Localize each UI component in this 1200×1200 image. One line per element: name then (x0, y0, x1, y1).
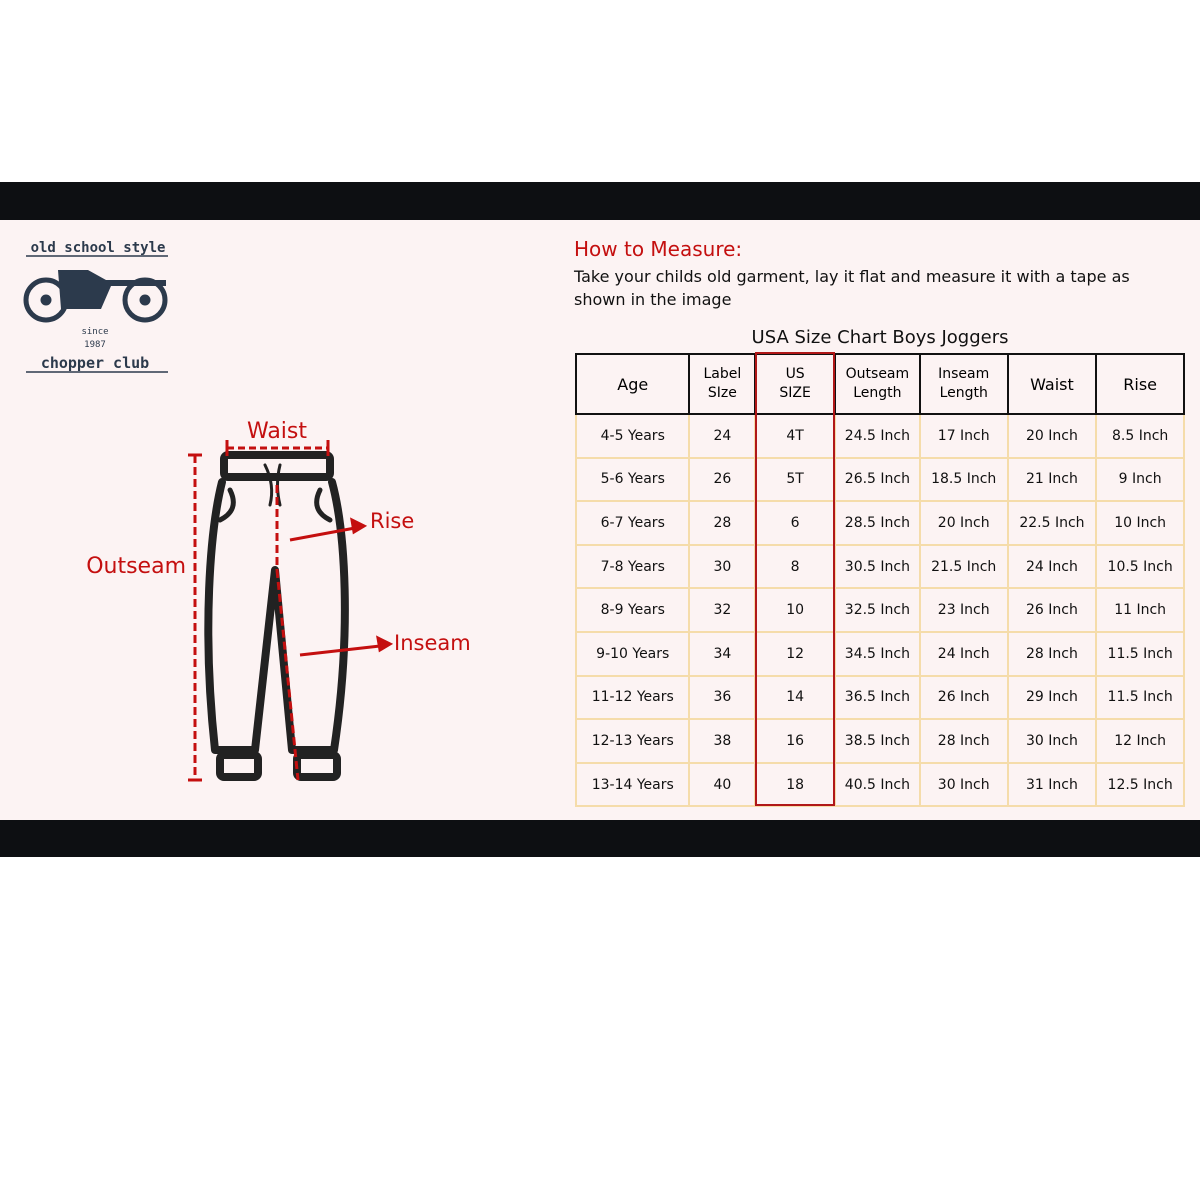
table-cell: 21.5 Inch (920, 545, 1008, 589)
table-cell: 23 Inch (920, 588, 1008, 632)
table-cell: 6 (755, 501, 835, 545)
table-row (576, 501, 1184, 545)
table-cell: 12 Inch (1096, 719, 1184, 763)
column-header (1096, 354, 1184, 414)
top-band (0, 182, 1200, 220)
table-cell: 30 Inch (1008, 719, 1097, 763)
table-cell: 16 (755, 719, 835, 763)
table-cell: 40 (689, 763, 755, 807)
table-cell: 26.5 Inch (835, 458, 920, 502)
table-row (576, 676, 1184, 720)
table-cell: 18.5 Inch (920, 458, 1008, 502)
table-cell: 24 Inch (1008, 545, 1097, 589)
svg-text:1987: 1987 (84, 340, 106, 350)
header-line: SIZE (779, 385, 811, 401)
table-cell: 20 Inch (1008, 414, 1097, 458)
table-cell: 26 (689, 458, 755, 502)
column-header (835, 354, 920, 414)
column-header (755, 354, 835, 414)
table-cell: 21 Inch (1008, 458, 1097, 502)
table-cell: 36.5 Inch (835, 676, 920, 720)
table-cell: 7-8 Years (576, 545, 689, 589)
chart-title: USA Size Chart Boys Joggers (751, 327, 1009, 348)
table-cell: 22.5 Inch (1008, 501, 1097, 545)
header-line: Age (617, 374, 649, 394)
table-row (576, 588, 1184, 632)
table-cell: 8.5 Inch (1096, 414, 1184, 458)
motorcycle-icon (26, 270, 166, 320)
table-cell: 28 Inch (1008, 632, 1097, 676)
table-cell: 9 Inch (1096, 458, 1184, 502)
table-cell: 6-7 Years (576, 501, 689, 545)
table-cell: 38 (689, 719, 755, 763)
rise-label: Rise (370, 509, 415, 533)
brand-logo (18, 234, 178, 394)
header-line: US (785, 366, 805, 382)
column-header (1008, 354, 1097, 414)
header-line: Outseam (845, 366, 910, 382)
table-cell: 34 (689, 632, 755, 676)
table-cell: 11.5 Inch (1096, 676, 1184, 720)
header-line: Inseam (938, 366, 990, 382)
inseam-label: Inseam (394, 631, 471, 655)
table-cell: 8 (755, 545, 835, 589)
table-cell: 24 (689, 414, 755, 458)
table-cell: 17 Inch (920, 414, 1008, 458)
svg-text:chopper club: chopper club (40, 354, 150, 372)
table-cell: 8-9 Years (576, 588, 689, 632)
table-cell: 28.5 Inch (835, 501, 920, 545)
table-cell: 14 (755, 676, 835, 720)
joggers-diagram (70, 410, 490, 800)
bottom-band (0, 820, 1200, 857)
header-line: Label (703, 366, 742, 382)
table-cell: 11.5 Inch (1096, 632, 1184, 676)
header-line: Length (853, 385, 902, 401)
how-to-text: Take your childs old garment, lay it flat and measure it with a tape as shown in the image (574, 267, 1130, 309)
waist-label: Waist (246, 419, 308, 444)
table-row (576, 763, 1184, 807)
table-cell: 9-10 Years (576, 632, 689, 676)
header-line: Rise (1123, 374, 1158, 394)
table-cell: 10 (755, 588, 835, 632)
table-cell: 12 (755, 632, 835, 676)
table-cell: 12-13 Years (576, 719, 689, 763)
svg-text:since: since (81, 327, 109, 337)
table-row (576, 458, 1184, 502)
table-cell: 18 (755, 763, 835, 807)
table-row (576, 545, 1184, 589)
size-table (575, 353, 1185, 807)
table-cell: 38.5 Inch (835, 719, 920, 763)
table-cell: 30 (689, 545, 755, 589)
table-cell: 20 Inch (920, 501, 1008, 545)
table-cell: 5T (755, 458, 835, 502)
table-cell: 26 Inch (920, 676, 1008, 720)
table-cell: 31 Inch (1008, 763, 1097, 807)
table-cell: 24 Inch (920, 632, 1008, 676)
header-line: Waist (1030, 374, 1074, 394)
table-cell: 13-14 Years (576, 763, 689, 807)
table-row (576, 719, 1184, 763)
table-cell: 32 (689, 588, 755, 632)
table-row (576, 414, 1184, 458)
table-cell: 28 Inch (920, 719, 1008, 763)
how-to-measure (574, 237, 1174, 311)
table-cell: 30 Inch (920, 763, 1008, 807)
table-cell: 10 Inch (1096, 501, 1184, 545)
table-cell: 32.5 Inch (835, 588, 920, 632)
table-cell: 5-6 Years (576, 458, 689, 502)
table-cell: 11-12 Years (576, 676, 689, 720)
table-cell: 36 (689, 676, 755, 720)
table-cell: 26 Inch (1008, 588, 1097, 632)
table-cell: 4-5 Years (576, 414, 689, 458)
table-cell: 40.5 Inch (835, 763, 920, 807)
how-to-title: How to Measure: (574, 237, 743, 261)
table-cell: 11 Inch (1096, 588, 1184, 632)
table-cell: 24.5 Inch (835, 414, 920, 458)
svg-text:old school style: old school style (30, 240, 166, 256)
column-header (576, 354, 689, 414)
column-header (689, 354, 755, 414)
table-cell: 29 Inch (1008, 676, 1097, 720)
table-cell: 34.5 Inch (835, 632, 920, 676)
column-header (920, 354, 1008, 414)
table-cell: 10.5 Inch (1096, 545, 1184, 589)
table-cell: 30.5 Inch (835, 545, 920, 589)
table-cell: 12.5 Inch (1096, 763, 1184, 807)
header-line: Length (939, 385, 988, 401)
header-line: SIze (707, 385, 737, 401)
table-cell: 28 (689, 501, 755, 545)
table-cell: 4T (755, 414, 835, 458)
table-row (576, 632, 1184, 676)
outseam-label: Outseam (86, 554, 186, 579)
